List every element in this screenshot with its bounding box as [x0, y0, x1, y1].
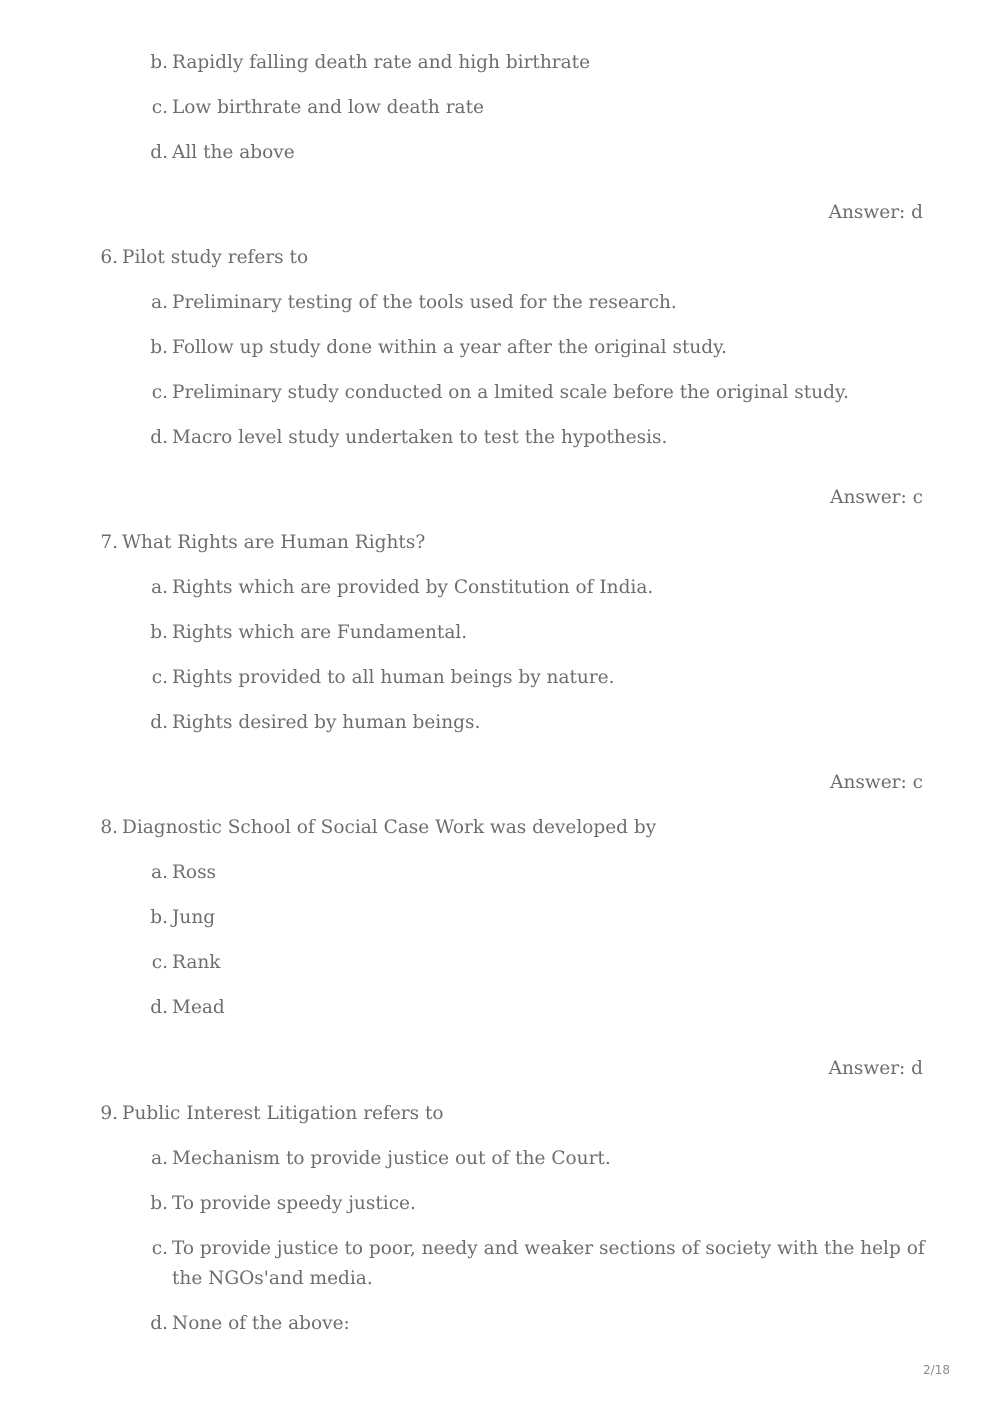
- option-letter: b.: [150, 337, 168, 358]
- option-letter: b.: [150, 907, 168, 928]
- option-letter: d.: [150, 712, 168, 733]
- option-text: Preliminary testing of the tools used for the research.: [172, 292, 677, 313]
- answer-label: Answer: c: [830, 487, 923, 508]
- option-letter: a.: [151, 862, 168, 883]
- option-letter: b.: [150, 622, 168, 643]
- option-text: Mechanism to provide justice out of the Court.: [172, 1148, 611, 1169]
- answer-label: Answer: d: [828, 1058, 923, 1079]
- question-number: 9.: [100, 1103, 118, 1124]
- option-text: Jung: [172, 907, 216, 928]
- option-letter: d.: [150, 427, 168, 448]
- option-letter: a.: [151, 577, 168, 598]
- option-text: Rights provided to all human beings by nature.: [172, 667, 615, 688]
- option-text: Mead: [172, 997, 225, 1018]
- option-text: Low birthrate and low death rate: [172, 97, 484, 118]
- option-letter: d.: [150, 1313, 168, 1334]
- option-text: Rights which are Fundamental.: [172, 622, 468, 643]
- option-text: Preliminary study conducted on a lmited scale before the original study.: [172, 382, 849, 403]
- option-letter: d.: [150, 997, 168, 1018]
- option-letter: c.: [151, 952, 168, 973]
- option-text: Macro level study undertaken to test the hypothesis.: [172, 427, 668, 448]
- option-letter: b.: [150, 52, 168, 73]
- option-letter: c.: [151, 1238, 168, 1259]
- option-letter: a.: [151, 1148, 168, 1169]
- option-text: Rights which are provided by Constitution of India.: [172, 577, 654, 598]
- question-text: Pilot study refers to: [122, 247, 309, 268]
- option-text: All the above: [172, 142, 295, 163]
- option-text: Ross: [172, 862, 217, 883]
- option-text: None of the above:: [172, 1313, 350, 1334]
- option-text: Rapidly falling death rate and high birthrate: [172, 52, 591, 73]
- option-text: To provide justice to poor, needy and weaker sections of society with the help of the NGOs'and media.: [172, 1238, 925, 1289]
- question-text: Public Interest Litigation refers to: [122, 1103, 444, 1124]
- option-letter: c.: [151, 667, 168, 688]
- answer-label: Answer: c: [830, 772, 923, 793]
- option-letter: d.: [150, 142, 168, 163]
- question-number: 8.: [100, 817, 118, 838]
- question-text: Diagnostic School of Social Case Work was developed by: [122, 817, 657, 838]
- option-text: Rank: [172, 952, 221, 973]
- answer-label: Answer: d: [828, 202, 923, 223]
- option-text: Rights desired by human beings.: [172, 712, 481, 733]
- option-letter: c.: [151, 382, 168, 403]
- page-number: 2/18: [923, 1363, 950, 1377]
- question-number: 7.: [100, 532, 118, 553]
- option-text: To provide speedy justice.: [172, 1193, 416, 1214]
- option-letter: a.: [151, 292, 168, 313]
- option-letter: c.: [151, 97, 168, 118]
- option-letter: b.: [150, 1193, 168, 1214]
- question-number: 6.: [100, 247, 118, 268]
- question-text: What Rights are Human Rights?: [122, 532, 426, 553]
- option-text: Follow up study done within a year after the original study.: [172, 337, 728, 358]
